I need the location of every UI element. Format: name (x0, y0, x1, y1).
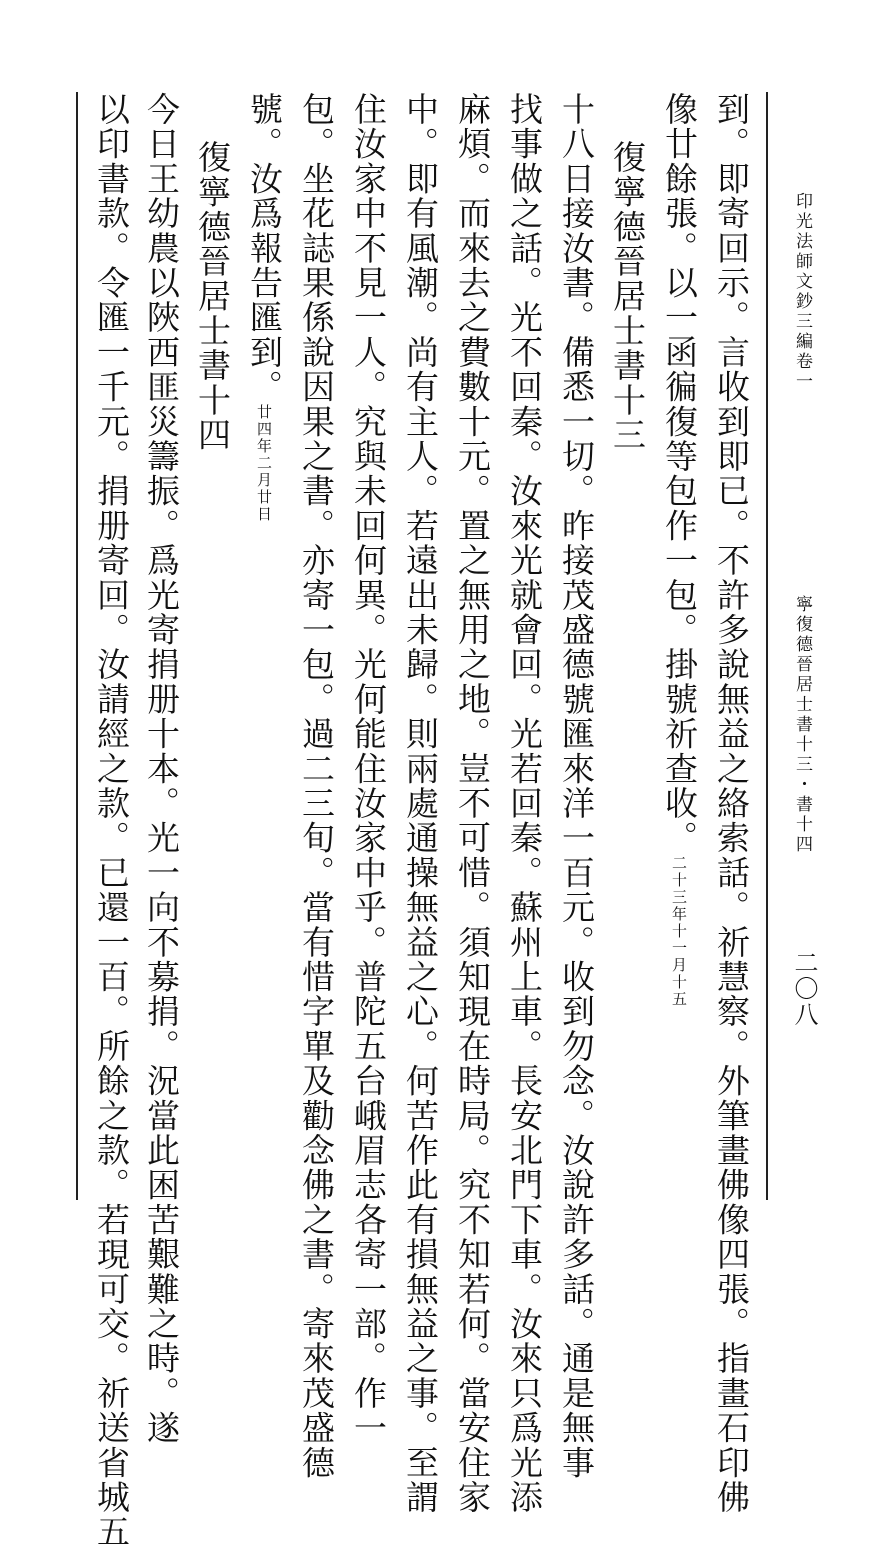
text-column-7: 中。即有風潮。尚有主人。若遠出未歸。則兩處通操無益之心。何苦作此有損無益之事。至謂 (401, 92, 440, 1515)
section-title: 寧復德晉居士書十三・書十四 (792, 595, 812, 855)
date-note (671, 855, 686, 1008)
column-text: 像廿餘張。以一函徧復等包作一包。掛號祈查收。 (660, 92, 699, 856)
date-note-line: 二月廿日 (255, 455, 273, 524)
letter-title: 復寧德晉居士書十三 (608, 140, 647, 453)
text-column-5: 找事做之話。光不回秦。汝來光就會回。光若回秦。蘇州上車。長安北門下車。汝來只爲光添 (505, 92, 544, 1515)
text-column-2 (648, 92, 699, 1009)
column-text: 號。汝爲報告匯到。 (245, 92, 284, 405)
text-column-12: 今日王幼農以陜西匪災籌振。爲光寄捐册十本。光一向不募捐。況當此困苦艱難之時。遂 (142, 92, 181, 1446)
page-number: 二〇八 (790, 950, 818, 1028)
date-note (256, 404, 271, 523)
book-title: 印光法師文鈔三編卷一 (792, 192, 812, 392)
text-column-4: 十八日接汝書。備悉一切。昨接茂盛德號匯來洋一百元。收到勿念。汝說許多話。通是無事 (557, 92, 596, 1480)
text-column-10 (233, 92, 284, 524)
text-column-9: 包。坐花誌果係說因果之書。亦寄一包。過二三旬。當有惜字單及勸念佛之書。寄來茂盛德 (297, 92, 336, 1480)
text-column-1: 到。即寄回示。言收到即已。不許多說無益之絡索話。祈慧察。外筆畫佛像四張。指畫石印佛 (712, 92, 751, 1515)
date-note-line: 十一月十五 (670, 923, 688, 1009)
text-column-6: 麻煩。而來去之費數十元。置之無用之地。豈不可惜。須知現在時局。究不知若何。當安住家 (453, 92, 492, 1515)
date-note-line: 廿四年 (255, 404, 273, 456)
date-note-line: 二十三年 (670, 855, 688, 924)
text-column-8: 住汝家中不見一人。究與未回何異。光何能住汝家中乎。普陀五台峨眉志各寄一部。作一 (349, 92, 388, 1446)
text-column-13: 以印書款。令匯一千元。捐册寄回。汝請經之款。已還一百。所餘之款。若現可交。祈送省城五 (92, 92, 131, 1549)
letter-title: 復寧德晉居士書十四 (193, 140, 232, 453)
